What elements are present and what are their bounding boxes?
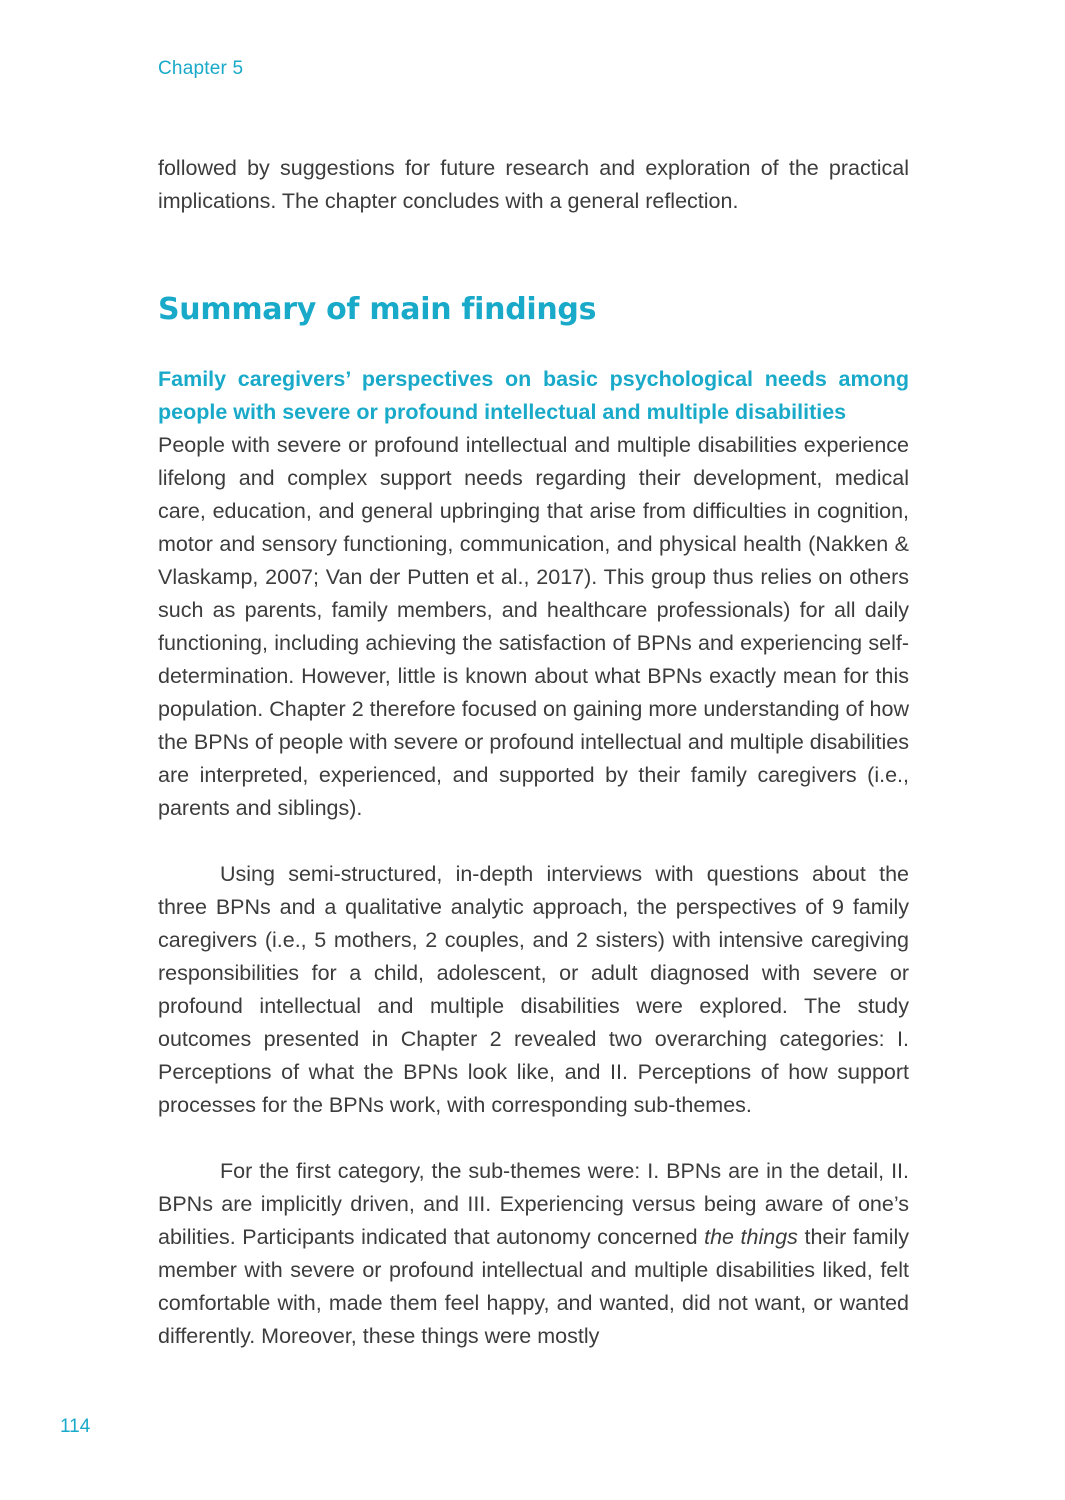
paragraph-3-emphasis: the things bbox=[704, 1225, 798, 1249]
body-paragraph-2: Using semi-structured, in-depth interviews with questions about the three BPNs and a qualitative analytic approach, the perspectives of 9 family caregivers (i.e., 5 mothers, 2 couples, and 2 sisters) with intensive caregiving responsibilities for a child, adolescent, or adult diagnosed with severe or profound intellectual and multiple disabilities were explored. The study outcomes presented in Chapter 2 revealed two overarching categories: I. Perceptions of what the BPNs look like, and II. Perceptions of how support processes for the BPNs work, with corresponding sub-themes. bbox=[158, 862, 909, 1117]
section-title: Summary of main findings bbox=[158, 292, 597, 327]
body-paragraph-3 bbox=[158, 1155, 909, 1353]
page-number: 114 bbox=[60, 1416, 91, 1437]
paragraph-spacer bbox=[158, 1122, 909, 1155]
subsection-title: Family caregivers’ perspectives on basic psychological needs among people with severe or profound intellectual and multiple disabilities bbox=[158, 367, 909, 424]
intro-paragraph: followed by suggestions for future research and exploration of the practical implications. The chapter concludes with a general reflection. bbox=[158, 156, 909, 213]
paragraph-3-text-end: their family member with severe or profound intellectual and multiple disabilities liked, felt comfortable with, made them feel happy, and wanted, did not want, or wanted differently. Moreover, these things were mostly bbox=[158, 1225, 910, 1348]
paragraph-spacer bbox=[158, 825, 909, 858]
body-paragraph-1: People with severe or profound intellectual and multiple disabilities experience lifelong and complex support needs regarding their development, medical care, education, and general upbringing that arise from difficulties in cognition, motor and sensory functioning, communication, and physical health (Nakken & Vlaskamp, 2007; Van der Putten et al., 2017). This group thus relies on others such as parents, family members, and healthcare professionals) for all daily functioning, including achieving the satisfaction of BPNs and experiencing self-determination. However, little is known about what BPNs exactly mean for this population. Chapter 2 therefore focused on gaining more understanding of how the BPNs of people with severe or profound intellectual and multiple disabilities are interpreted, experienced, and supported by their family caregivers (i.e., parents and siblings). bbox=[158, 433, 909, 820]
running-header-chapter: Chapter 5 bbox=[158, 58, 244, 79]
paragraph-3-text-start: For the first category, the sub-themes were: I. BPNs are in the detail, II. BPNs are implicitly driven, and III. Experiencing versus being aware of one’s abilities. Participants indicated that autonomy concerned bbox=[158, 1159, 909, 1249]
page-body bbox=[158, 152, 909, 1353]
